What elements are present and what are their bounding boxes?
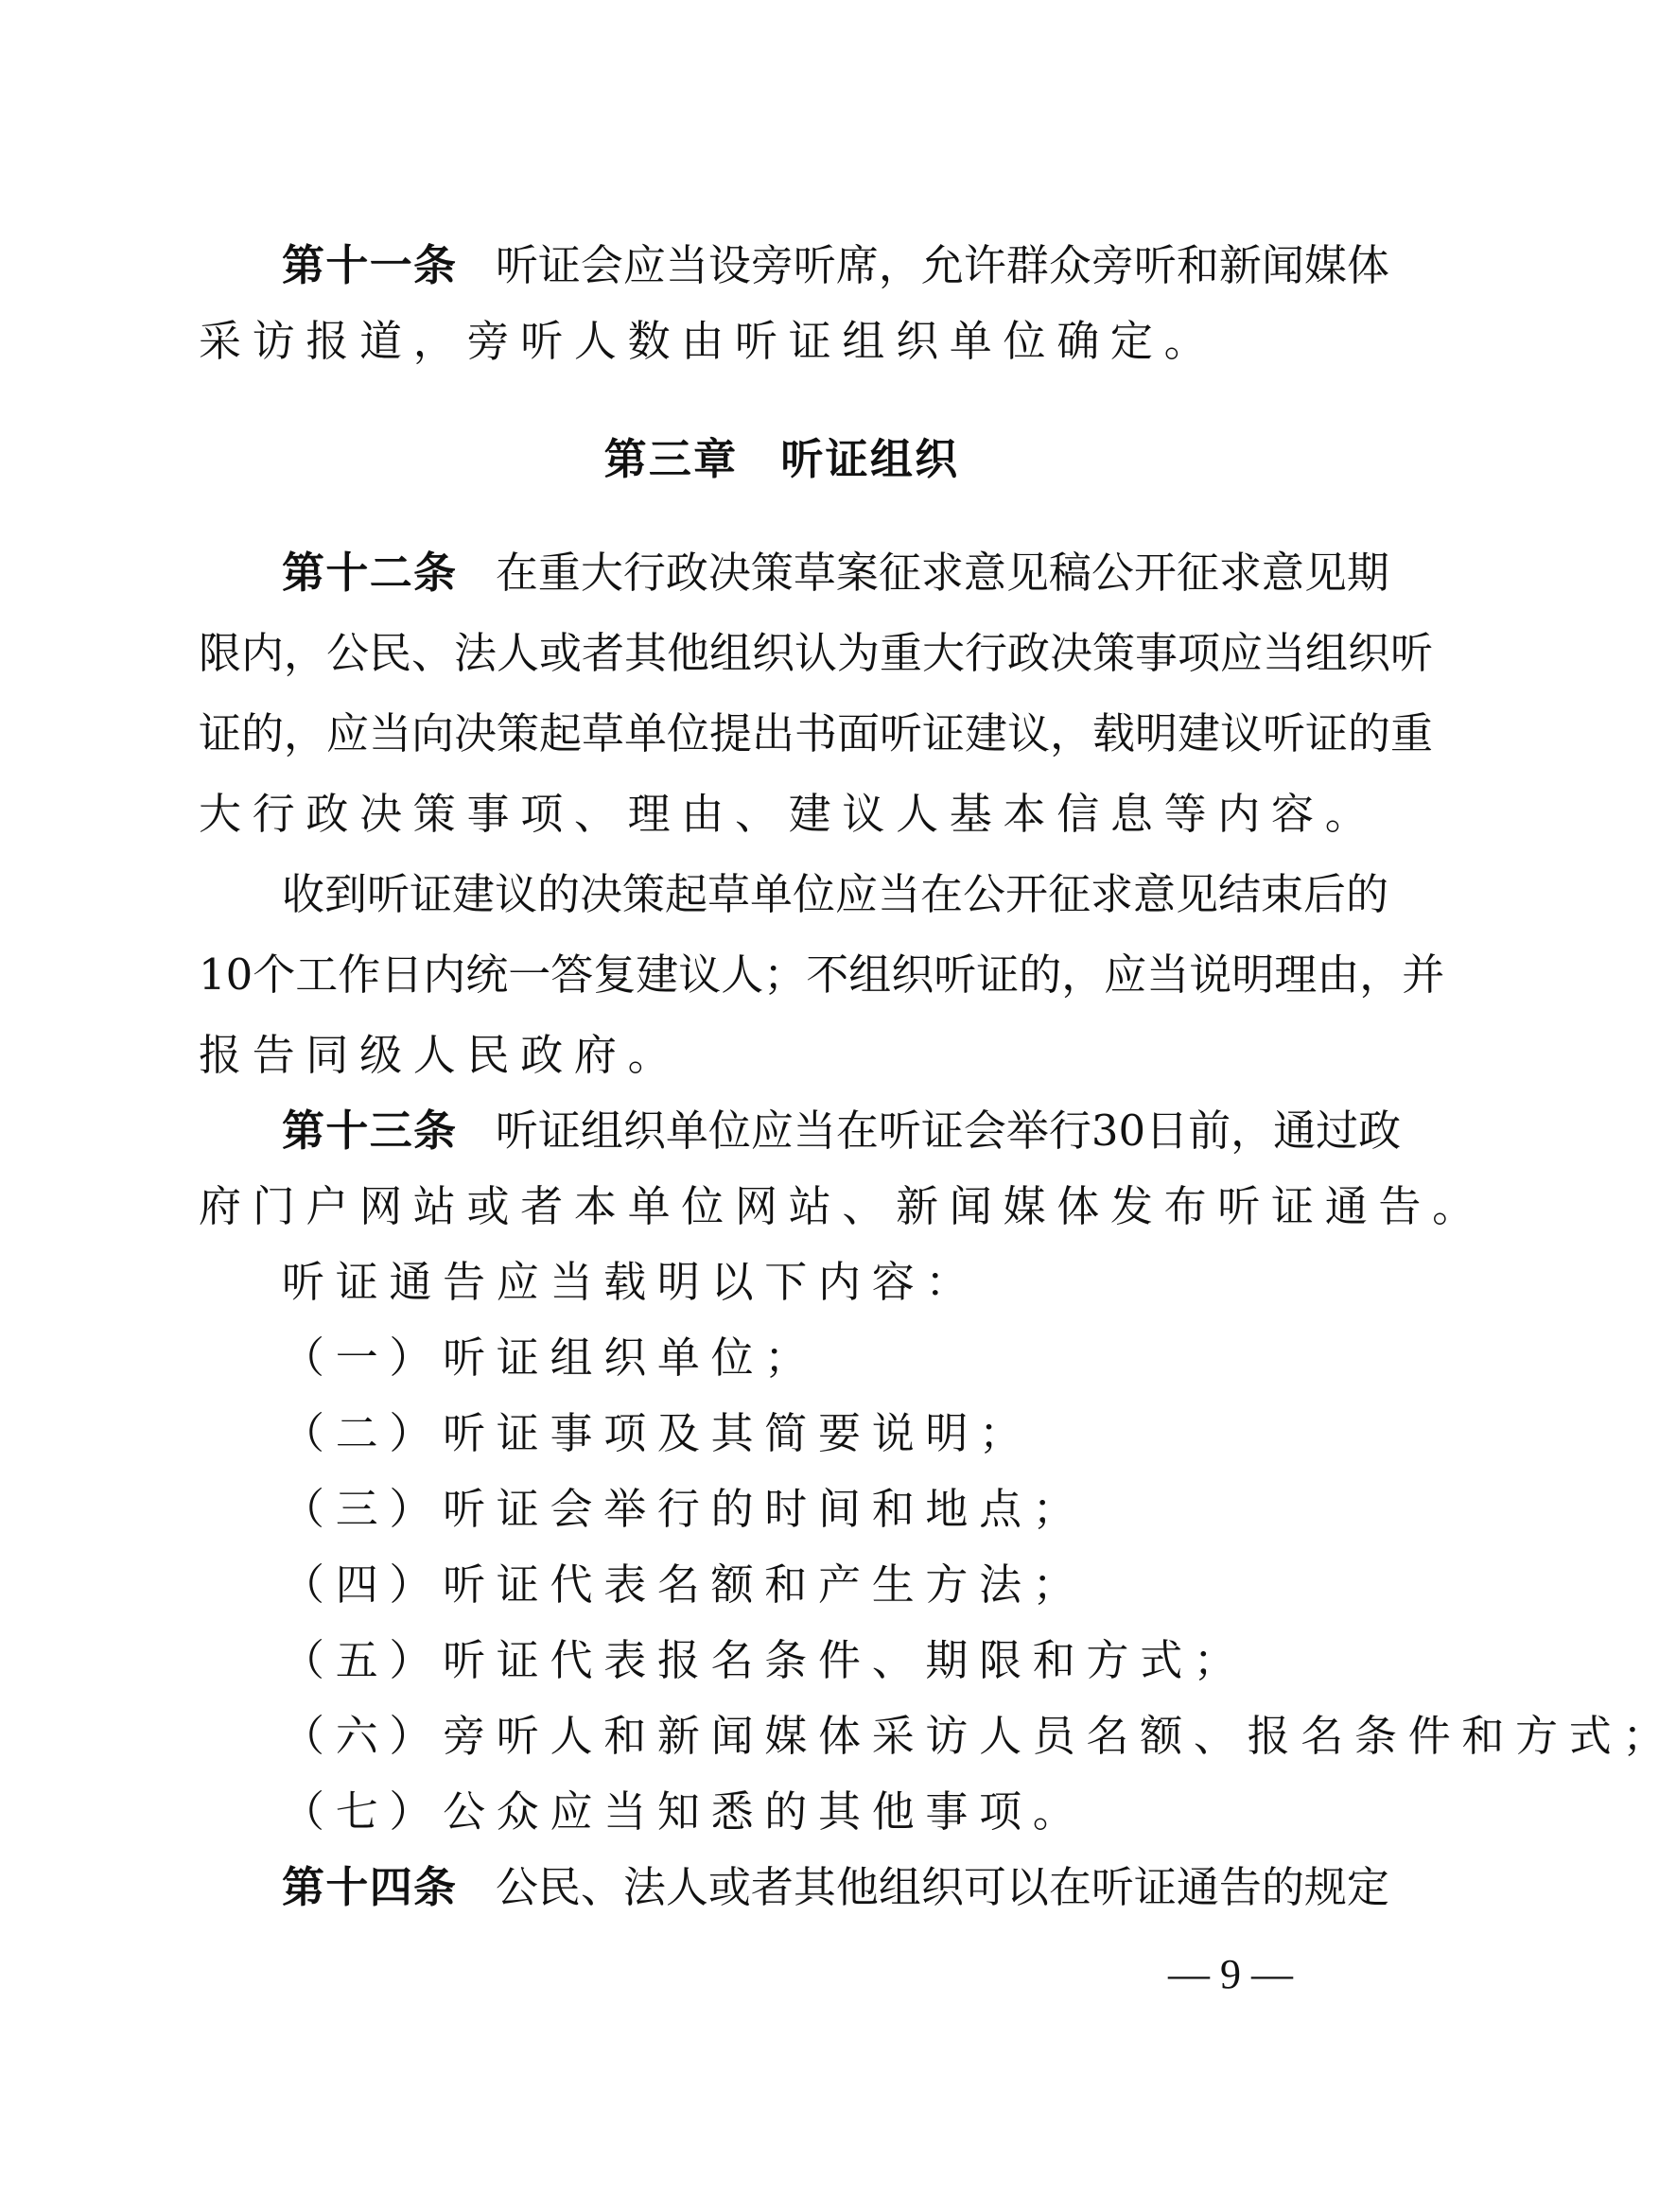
- article-13-line-2: 府门户网站或者本单位网站、新闻媒体发布听证通告。: [199, 1181, 1486, 1231]
- article-12-text-1: 在重大行政决策草案征求意见稿公开征求意见期: [495, 548, 1389, 598]
- list-item: （七）公众应当知悉的其他事项。: [282, 1786, 1087, 1837]
- list-item: （二）听证事项及其简要说明；: [282, 1408, 1033, 1458]
- article-11-line-2: 采访报道，旁听人数由听证组织单位确定。: [199, 316, 1218, 366]
- chapter-title: 听证组织: [780, 434, 960, 484]
- article-12-para2-line-3: 报告同级人民政府。: [199, 1030, 682, 1080]
- article-13-line-1: [282, 1103, 1402, 1159]
- list-item: （五）听证代表报名条件、期限和方式；: [282, 1635, 1248, 1685]
- article-14-text-1: 公民、法人或者其他组织可以在听证通告的规定: [495, 1862, 1389, 1912]
- chapter-number: 第三章: [603, 434, 739, 484]
- article-13-title: 第十三条: [282, 1106, 458, 1156]
- article-11-line-1: [282, 237, 1389, 294]
- article-11-title: 第十一条: [282, 240, 458, 290]
- article-12-para2-line-1: 收到听证建议的决策起草单位应当在公开征求意见结束后的: [282, 869, 1389, 919]
- article-13-text-1: 听证组织单位应当在听证会举行30日前，通过政: [495, 1106, 1402, 1156]
- article-12-line-2: 限内，公民、法人或者其他组织认为重大行政决策事项应当组织听: [199, 628, 1434, 678]
- list-item: （一）听证组织单位；: [282, 1332, 819, 1383]
- list-item: （三）听证会举行的时间和地点；: [282, 1484, 1087, 1534]
- article-12-line-1: [282, 545, 1389, 601]
- article-12-line-4: 大行政决策事项、理由、建议人基本信息等内容。: [199, 789, 1379, 839]
- article-13-intro: 听证通告应当载明以下内容：: [282, 1257, 980, 1307]
- article-11-text-1: 听证会应当设旁听席，允许群众旁听和新闻媒体: [495, 240, 1389, 290]
- article-14-title: 第十四条: [282, 1862, 458, 1912]
- list-item: （四）听证代表名额和产生方法；: [282, 1559, 1087, 1610]
- article-12-title: 第十二条: [282, 548, 458, 598]
- article-12-para2-line-2: 10个工作日内统一答复建议人；不组织听证的，应当说明理由，并: [199, 949, 1445, 1000]
- article-14-line-1: [282, 1859, 1389, 1916]
- page-number: — 9 —: [1168, 1951, 1293, 1997]
- article-12-line-3: 证的，应当向决策起草单位提出书面听证建议，载明建议听证的重: [199, 708, 1434, 758]
- list-item: （六）旁听人和新闻媒体采访人员名额、报名条件和方式；: [282, 1711, 1676, 1761]
- chapter-heading: [0, 431, 1563, 488]
